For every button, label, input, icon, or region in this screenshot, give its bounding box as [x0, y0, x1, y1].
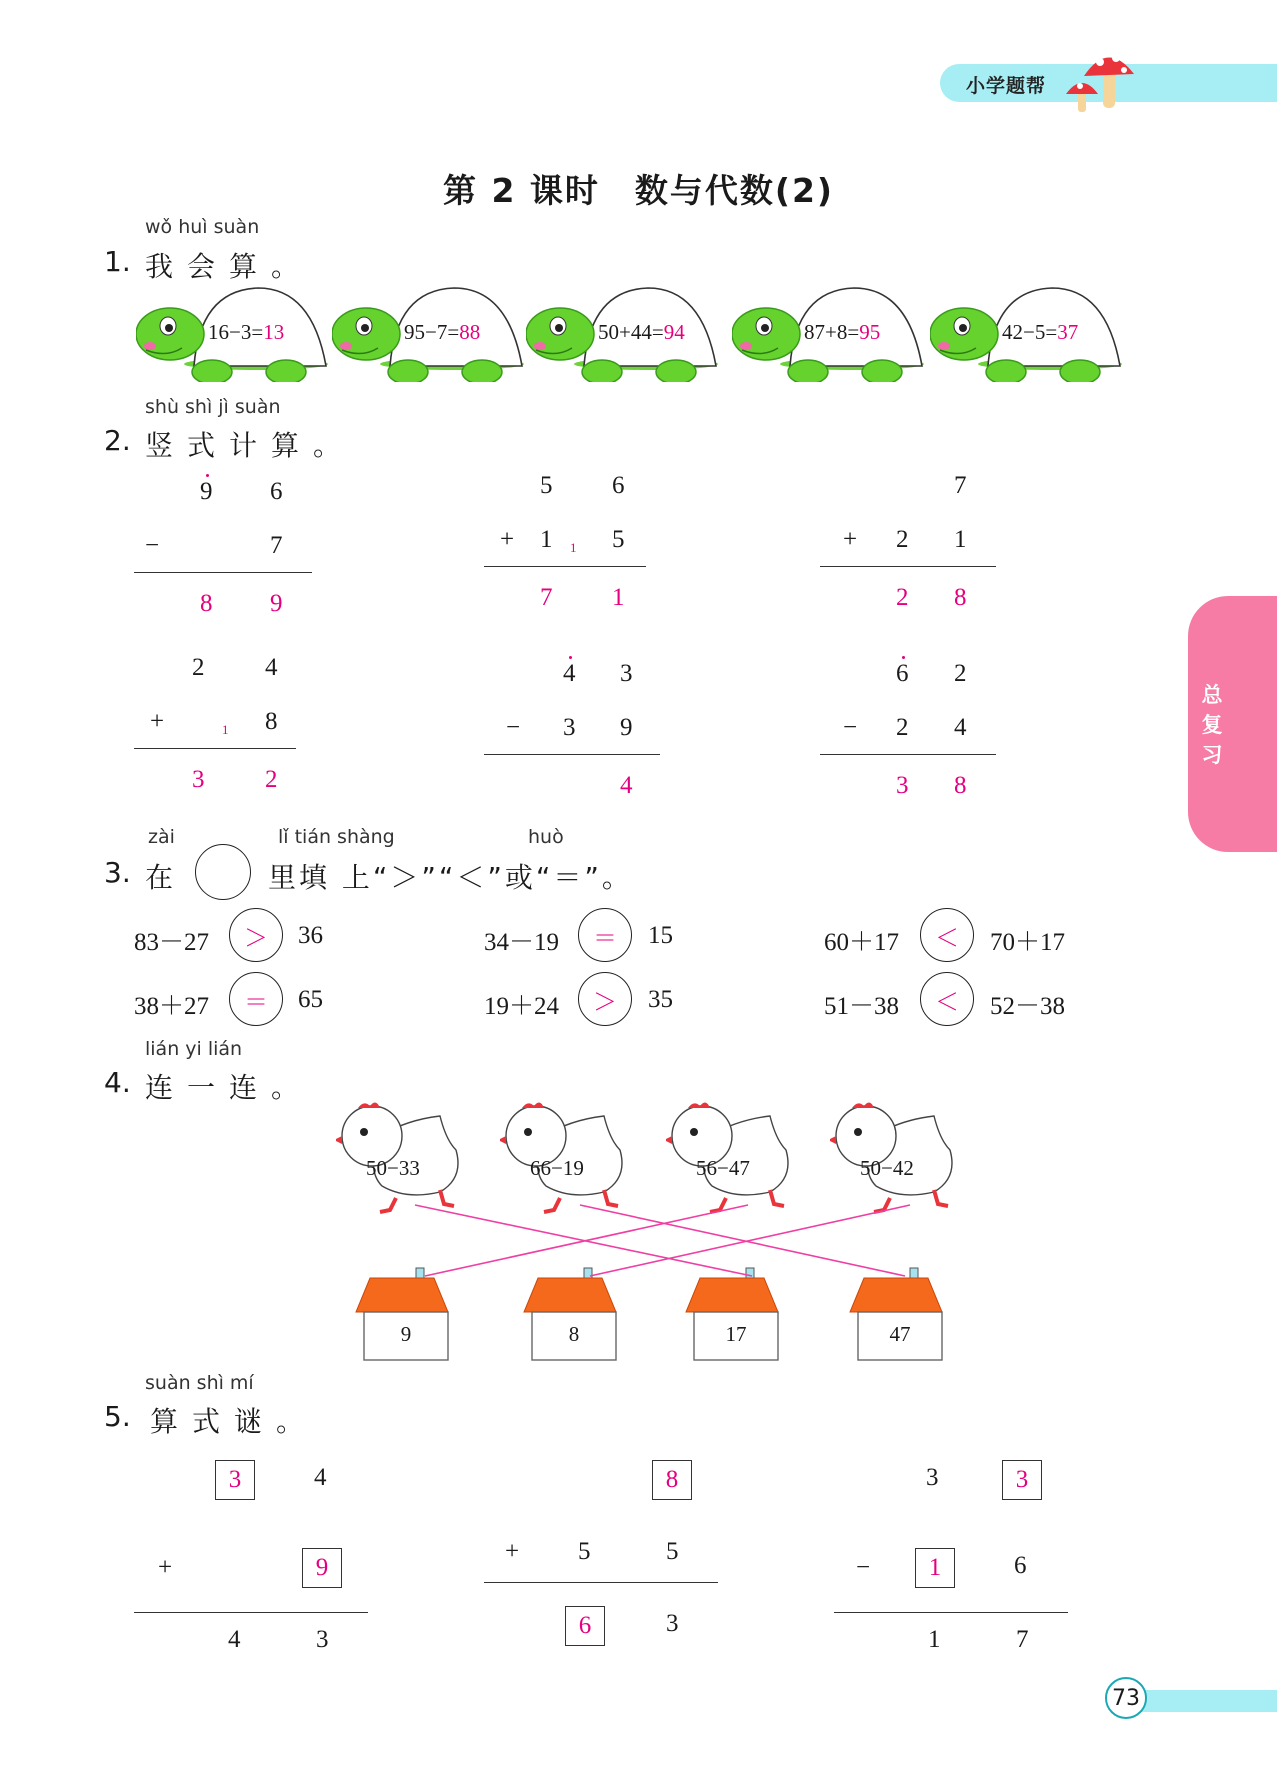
- bottom-ones: 8: [265, 708, 278, 735]
- operator: +: [843, 526, 858, 553]
- turtle: [136, 282, 336, 382]
- house-icon: [682, 1262, 782, 1362]
- chicken-expression: 56−47: [696, 1156, 750, 1180]
- top-tens: 6: [896, 660, 909, 687]
- puzzle1-rule: [134, 1612, 368, 1613]
- borrow-dot: [902, 656, 905, 659]
- calc-rule: [134, 572, 312, 573]
- q3-instruction-b: 里填 上“＞”“＜”或“＝”。: [268, 861, 633, 894]
- q3-pinyin-litianshang: lǐ tián shàng: [278, 826, 395, 848]
- sample-circle: [195, 844, 251, 900]
- answer-ones: 8: [954, 584, 967, 611]
- top-tens: 2: [192, 654, 205, 681]
- bottom-ones: 1: [954, 526, 967, 553]
- puzzle3-ans-tens: 1: [928, 1626, 941, 1653]
- turtle-answer: 37: [1057, 320, 1079, 344]
- answer-tens: 3: [896, 772, 909, 799]
- turtle: [930, 282, 1130, 382]
- turtle-expression: 95−7=: [404, 320, 460, 344]
- compare-left: 60＋17: [824, 929, 900, 956]
- compare-right: 52－38: [990, 993, 1066, 1020]
- puzzle1-ans-tens: 4: [228, 1626, 241, 1653]
- turtle-equation: [598, 320, 685, 345]
- answer-tens: 7: [540, 584, 553, 611]
- operator: +: [500, 526, 515, 553]
- answer-ones: 4: [620, 772, 633, 799]
- bottom-tens: 3: [563, 714, 576, 741]
- answer-ones: 1: [612, 584, 625, 611]
- q4-instruction: 连一连。: [145, 1071, 314, 1104]
- q5-instruction: 算式谜。: [150, 1405, 319, 1438]
- puzzle2-bottom-ones: 5: [666, 1538, 679, 1565]
- compare-right: 15: [648, 922, 673, 949]
- compare-circle[interactable]: ＜: [920, 908, 974, 962]
- page-title: 第 2 课时 数与代数(2): [442, 171, 835, 210]
- bottom-ones: 4: [954, 714, 967, 741]
- q2-pinyin: shù shì jì suàn: [145, 396, 281, 418]
- turtle-equation: [404, 320, 480, 345]
- house[interactable]: [520, 1262, 620, 1362]
- turtle-expression: 16−3=: [208, 320, 264, 344]
- chicken: [666, 1100, 806, 1216]
- puzzle3-top-box[interactable]: 3: [1002, 1460, 1042, 1500]
- calc-rule: [484, 566, 646, 567]
- answer-tens: 2: [896, 584, 909, 611]
- turtle-equation: [804, 320, 880, 345]
- turtle-expression: 87+8=: [804, 320, 860, 344]
- q3-number: 3.: [104, 856, 131, 889]
- q1-number: 1.: [104, 245, 131, 278]
- turtle-expression: 50+44=: [598, 320, 664, 344]
- chicken: [336, 1100, 476, 1216]
- top-ones: 6: [270, 478, 283, 505]
- answer-ones: 9: [270, 590, 283, 617]
- answer-tens: 3: [192, 766, 205, 793]
- house[interactable]: [352, 1262, 452, 1362]
- q4-pinyin: lián yi lián: [145, 1038, 243, 1060]
- calc-rule: [820, 754, 996, 755]
- answer-ones: 2: [265, 766, 278, 793]
- puzzle3-rule: [834, 1612, 1068, 1613]
- bottom-tens: 2: [896, 714, 909, 741]
- top-ones: 6: [612, 472, 625, 499]
- bottom-tens: 2: [896, 526, 909, 553]
- puzzle1-top-digit: 4: [314, 1464, 327, 1491]
- puzzle3-operator: −: [856, 1554, 871, 1581]
- chicken-expression: 66−19: [530, 1156, 584, 1180]
- house-number: 17: [725, 1322, 747, 1346]
- answer-tens: 8: [200, 590, 213, 617]
- carry-mark: 1: [570, 540, 577, 555]
- top-tens: 5: [540, 472, 553, 499]
- puzzle2-top-box[interactable]: 8: [652, 1460, 692, 1500]
- q3-pinyin-zai: zài: [148, 826, 175, 848]
- calc-rule: [134, 748, 296, 749]
- bottom-ones: 5: [612, 526, 625, 553]
- bottom-ones: 9: [620, 714, 633, 741]
- q2-instruction: 竖式计算。: [145, 429, 356, 462]
- operator: +: [150, 708, 165, 735]
- turtle-answer: 95: [859, 320, 881, 344]
- turtle-equation: [208, 320, 284, 345]
- q1-pinyin: wǒ huì suàn: [145, 216, 260, 238]
- top-ones: 4: [265, 654, 278, 681]
- bottom-ones: 7: [270, 532, 283, 559]
- q5-number: 5.: [104, 1400, 131, 1433]
- house-number: 9: [400, 1322, 412, 1346]
- compare-right: 35: [648, 986, 673, 1013]
- q3-pinyin-huo: huò: [528, 826, 564, 848]
- turtle-expression: 42−5=: [1002, 320, 1058, 344]
- side-tab-label: 总复习: [1201, 683, 1223, 767]
- house-icon: [846, 1262, 946, 1362]
- compare-circle[interactable]: ＞: [578, 972, 632, 1026]
- operator: −: [506, 714, 521, 741]
- puzzle2-bottom-tens: 5: [578, 1538, 591, 1565]
- compare-circle[interactable]: ＝: [578, 908, 632, 962]
- top-ones: 7: [954, 472, 967, 499]
- calc-rule: [484, 754, 660, 755]
- puzzle3-ans-ones: 7: [1016, 1626, 1029, 1653]
- house[interactable]: [682, 1262, 782, 1362]
- puzzle2-operator: +: [505, 1538, 520, 1565]
- top-tens: 9: [200, 478, 213, 505]
- top-ones: 3: [620, 660, 633, 687]
- brand-label: 小学题帮: [966, 75, 1047, 97]
- puzzle3-bottom-digit: 6: [1014, 1552, 1027, 1579]
- compare-left: 51－38: [824, 993, 900, 1020]
- compare-left: 83－27: [134, 929, 210, 956]
- compare-left: 34－19: [484, 929, 560, 956]
- q3-instruction-a: 在: [145, 861, 188, 894]
- borrow-dot: [206, 474, 209, 477]
- house-icon: [520, 1262, 620, 1362]
- puzzle3-top-digit: 3: [926, 1464, 939, 1491]
- mushroom-icon: [1060, 44, 1140, 116]
- page-number: 73: [1105, 1677, 1147, 1719]
- turtle-answer: 13: [263, 320, 285, 344]
- q2-number: 2.: [104, 424, 131, 457]
- puzzle2-ans-digit: 3: [666, 1610, 679, 1637]
- compare-circle[interactable]: ＝: [229, 972, 283, 1026]
- house-number: 8: [568, 1322, 580, 1346]
- operator: −: [145, 532, 160, 559]
- top-tens: 4: [563, 660, 576, 687]
- carry-mark: 1: [222, 722, 229, 737]
- turtle: [526, 282, 726, 382]
- puzzle1-operator: +: [158, 1554, 173, 1581]
- borrow-dot: [569, 656, 572, 659]
- chicken-expression: 50−33: [366, 1156, 420, 1180]
- q5-pinyin: suàn shì mí: [145, 1372, 254, 1394]
- compare-right: 36: [298, 922, 323, 949]
- puzzle2-rule: [484, 1582, 718, 1583]
- turtle-answer: 94: [663, 320, 685, 344]
- compare-left: 19＋24: [484, 993, 560, 1020]
- compare-right: 70＋17: [990, 929, 1066, 956]
- top-ones: 2: [954, 660, 967, 687]
- puzzle2-ans-box[interactable]: 6: [565, 1606, 605, 1646]
- puzzle1-ans-ones: 3: [316, 1626, 329, 1653]
- bottom-tens: 1: [540, 526, 553, 553]
- chicken-expression: 50−42: [860, 1156, 914, 1180]
- operator: −: [843, 714, 858, 741]
- puzzle1-top-box[interactable]: 3: [215, 1460, 255, 1500]
- compare-circle[interactable]: ＜: [920, 972, 974, 1026]
- compare-circle[interactable]: ＞: [229, 908, 283, 962]
- puzzle1-bottom-box[interactable]: 9: [302, 1548, 342, 1588]
- turtle-answer: 88: [459, 320, 481, 344]
- chicken: [500, 1100, 640, 1216]
- turtle-equation: [1002, 320, 1078, 345]
- chicken: [830, 1100, 970, 1216]
- house-number: 47: [889, 1322, 911, 1346]
- compare-left: 38＋27: [134, 993, 210, 1020]
- turtle: [732, 282, 932, 382]
- puzzle3-bottom-box[interactable]: 1: [915, 1548, 955, 1588]
- calc-rule: [820, 566, 996, 567]
- compare-right: 65: [298, 986, 323, 1013]
- q4-number: 4.: [104, 1066, 131, 1099]
- answer-ones: 8: [954, 772, 967, 799]
- q1-instruction: 我会算。: [145, 250, 314, 283]
- house-icon: [352, 1262, 452, 1362]
- turtle: [332, 282, 532, 382]
- house[interactable]: [846, 1262, 946, 1362]
